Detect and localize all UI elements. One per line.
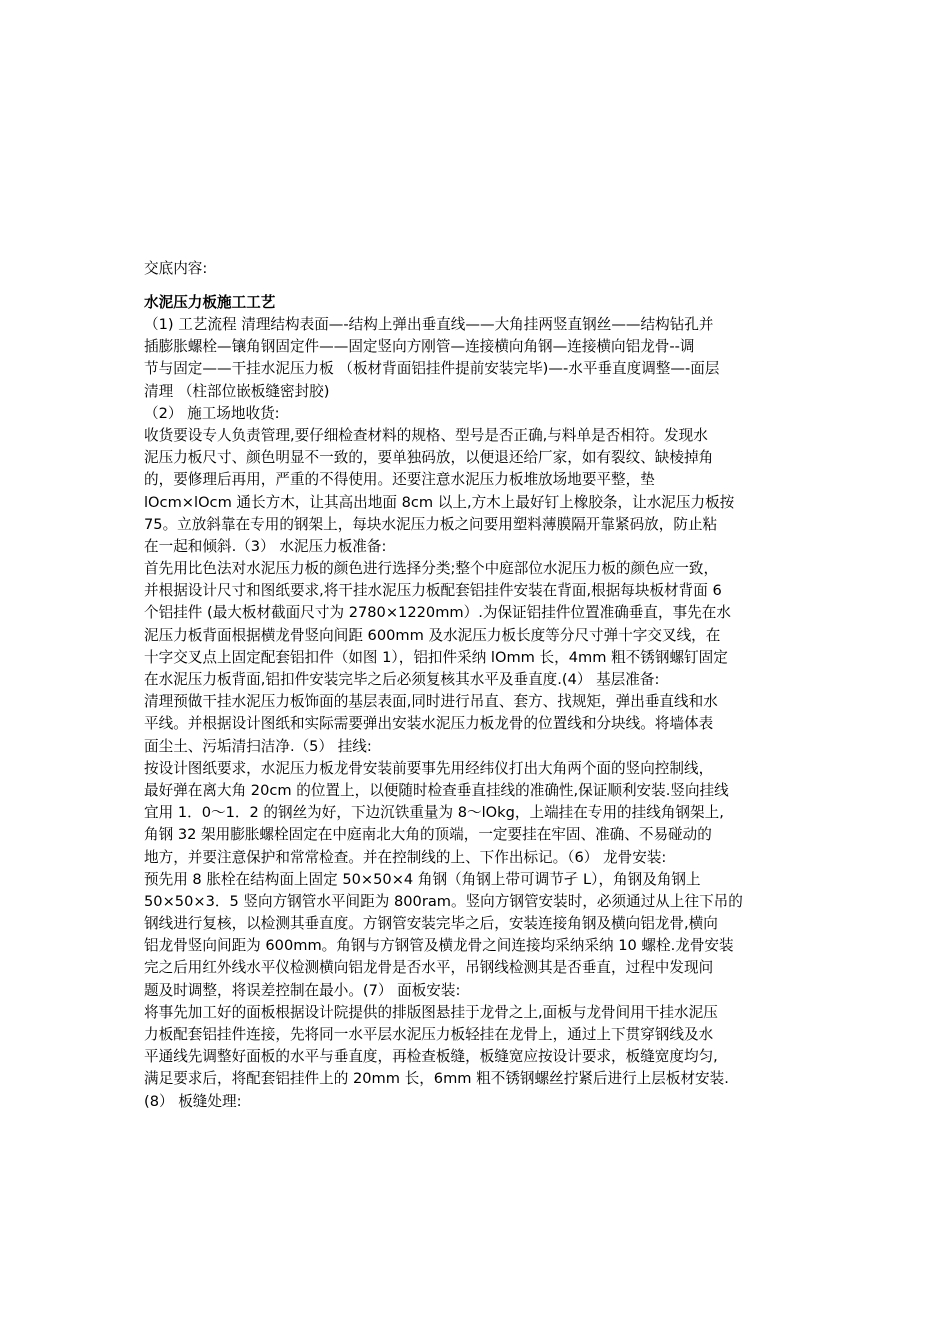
document-title: 水泥压力板施工工艺 <box>144 294 276 311</box>
text-line: 个铝挂件 (最大板材截面尺寸为 2780×1220mm）.为保证铝挂件位置准确垂直，事先在水 <box>144 604 731 622</box>
text-line: （2） 施工场地收货: <box>144 404 280 422</box>
text-line: (8） 板缝处理: <box>144 1092 242 1110</box>
text-line: 平线。并根据设计图纸和实际需要弹出安装水泥压力板龙骨的位置线和分块线。将墙体表 <box>144 715 714 733</box>
text-line: 在一起和倾斜.（3） 水泥压力板准备: <box>144 537 387 555</box>
text-line: 清理 （柱部位嵌板缝密封胶) <box>144 382 330 400</box>
text-line: 将事先加工好的面板根据设计院提供的排版图悬挂于龙骨之上,面板与龙骨间用干挂水泥压 <box>144 1003 718 1021</box>
text-line: 按设计图纸要求，水泥压力板龙骨安装前要事先用经纬仪打出大角两个面的竖向控制线， <box>144 759 714 777</box>
text-line: 最好弹在离大角 20cm 的位置上，以便随时检查垂直挂线的准确性,保证顺利安装.竖向挂线 <box>144 781 729 799</box>
text-line: 铝龙骨竖向间距为 600mm。角钢与方钢管及横龙骨之间连接均采纳采纳 10 螺栓.龙骨安装 <box>144 937 734 955</box>
text-line: 题及时调整，将误差控制在最小。(7） 面板安装: <box>144 981 461 999</box>
text-line: （1) 工艺流程 清理结构表面—-结构上弹出垂直线——大角挂两竖直钢丝——结构钻孔并 <box>144 316 714 333</box>
text-line: lOcm×lOcm 通长方木，让其高出地面 8cm 以上,方木上最好钉上橡胶条，让水泥压力板按 <box>144 493 735 511</box>
text-line: 泥压力板背面根据横龙骨竖向间距 600mm 及水泥压力板长度等分尺寸弹十字交叉线，在 <box>144 626 721 644</box>
text-line: 十字交叉点上固定配套铝扣件（如图 1），铝扣件采纳 lOmm 长，4mm 粗不锈钢螺钉固定 <box>144 648 728 666</box>
text-line: 75。立放斜靠在专用的钢架上，每块水泥压力板之问要用塑料薄膜隔开靠紧码放，防止粘 <box>144 515 718 533</box>
text-line: 清理预做干挂水泥压力板饰面的基层表面,同时进行吊直、套方、找规矩，弹出垂直线和水 <box>144 693 718 711</box>
text-line: 力板配套铝挂件连接，先将同一水平层水泥压力板轻挂在龙骨上，通过上下贯穿钢线及水 <box>144 1026 714 1043</box>
text-line: 角钢 32 架用膨胀螺栓固定在中庭南北大角的顶端，一定要挂在牢固、准确、不易碰动的 <box>144 826 712 844</box>
text-line: 预先用 8 胀栓在结构面上固定 50×50×4 角钢（角钢上带可调节孑 L），角钢及角钢上 <box>144 870 701 888</box>
section-label: 交底内容: <box>144 260 208 277</box>
text-line: 完之后用红外线水平仪检测横向铝龙骨是否水平，吊钢线检测其是否垂直，过程中发现问 <box>144 959 714 977</box>
text-line: 插膨胀螺栓—镶角钢固定件——固定竖向方刚管—连接横向角钢—连接横向铝龙骨--调 <box>144 338 695 356</box>
text-line: 50×50×3．5 竖向方钢管水平间距为 800ram。竖向方钢管安装时，必须通过从上往下吊的 <box>144 892 743 910</box>
text-line: 面尘土、污垢清扫洁净.（5） 挂线: <box>144 737 372 755</box>
text-line: 地方，并要注意保护和常常检查。并在控制线的上、下作出标记。（6） 龙骨安装: <box>144 848 667 866</box>
text-line: 满足要求后，将配套铝挂件上的 20mm 长，6mm 粗不锈钢螺丝拧紧后进行上层板材安装. <box>144 1070 729 1088</box>
text-line: 并根据设计尺寸和图纸要求,将干挂水泥压力板配套铝挂件安装在背面,根据每块板材背面 6 <box>144 582 722 600</box>
text-line: 节与固定——干挂水泥压力板 （板材背面铝挂件提前安装完毕)—-水平垂直度调整—-面层 <box>144 360 720 378</box>
text-line: 宜用 1．0～1．2 的钢丝为好，下边沉铁重量为 8～lOkg，上端挂在专用的挂线角钢架上, <box>144 804 724 822</box>
text-line: 首先用比色法对水泥压力板的颜色进行选择分类;整个中庭部位水泥压力板的颜色应一致， <box>144 560 719 578</box>
text-line: 收货要设专人负责管理,要仔细检查材料的规格、型号是否正确,与料单是否相符。发现水 <box>144 426 708 444</box>
text-line: 的，要修理后再用，严重的不得使用。还要注意水泥压力板堆放场地要平整，垫 <box>144 471 655 489</box>
text-line: 泥压力板尺寸、颜色明显不一致的，要单独码放，以便退还给厂家，如有裂纹、缺棱掉角 <box>144 449 714 467</box>
text-line: 平通线先调整好面板的水平与垂直度，再检查板缝，板缝宽应按设计要求，板缝宽度均匀, <box>144 1048 718 1066</box>
paragraph-block <box>144 314 812 1113</box>
text-line: 钢线进行复核，以检测其垂直度。方钢管安装完毕之后，安装连接角钢及横向铝龙骨,横向 <box>144 915 718 933</box>
text-line: 在水泥压力板背面,铝扣件安装完毕之后必须复核其水平及垂直度.(4） 基层准备: <box>144 671 660 688</box>
document-body <box>144 258 812 1113</box>
